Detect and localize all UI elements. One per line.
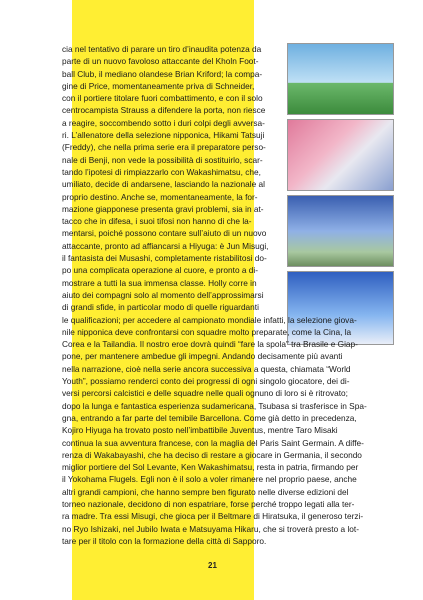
text-line: ri. L’allenatore della selezione nipponica, Hikami Tatsuji (62, 130, 265, 141)
text-line: centrocampista Strauss a difendere la porta, non riesce (62, 105, 266, 116)
text-line: tacco che in difesa, i suoi tifosi non hanno di che la- (62, 216, 252, 227)
text-line: gine di Price, momentaneamente priva di Schneider, (62, 80, 255, 91)
text-line: il fantasista dei Musashi, completamente ristabilitosi do- (62, 253, 267, 264)
text-line: Youth”, possiamo renderci conto dei progressi di ogni singolo giocatore, dei di- (62, 376, 350, 387)
text-line: dopo la lunga e fantastica esperienza sudamericana, Tsubasa si trasferisce in Spa- (62, 400, 367, 411)
text-line: proprio destino. Anche se, momentaneamente, la for- (62, 191, 258, 202)
text-line: le qualificazioni; per accedere al campionato mondiale infatti, la selezione giova- (62, 314, 357, 325)
text-line: aiuto dei compagni solo al momento dell’approssimarsi (62, 289, 264, 300)
text-line: il Yokohama Flugels. Egli non è il solo a voler rimanere nel proprio paese, anche (62, 474, 357, 485)
text-line: po una complicata operazione al cuore, e pronto a di- (62, 265, 259, 276)
text-line: umiliato, decide di andarsene, lasciando la nazionale al (62, 179, 265, 190)
text-line: nale di Benji, non vede la possibilità di sostituirlo, scar- (62, 154, 263, 165)
text-line: ra madre. Tra essi Misugi, che gioca per il Beltmare di Hiratsuka, il generoso terzi- (62, 511, 364, 522)
text-line: mazione giapponese presenta gravi problemi, sia in at- (62, 203, 264, 214)
text-line: continua la sua avventura francese, con la maglia del Paris Saint Germain. A diffe- (62, 437, 364, 448)
text-line: ball Club, il mediano olandese Brian Kriford; la compa- (62, 68, 263, 79)
text-line: mentarsi, poiché possono contare sull’aiuto di un nuovo (62, 228, 267, 239)
text-line: Kojiro Hiyuga ha trovato posto nell’imbattibile Juventus, mentre Taro Misaki (62, 425, 338, 436)
text-line: di grandi sfide, in particolar modo di quelle riguardanti (62, 302, 259, 313)
text-line: cia nel tentativo di parare un tiro d’inaudita potenza da (62, 44, 262, 54)
text-line: renza di Wakabayashi, che ha deciso di restare a giocare in Germania, il secondo (62, 449, 362, 460)
text-line: nile nipponica deve confrontarsi con squadre molto preparate, come la Cina, la (62, 326, 352, 337)
text-line: gna, entrando a far parte del temibile Barcellona. Come già detto in precedenza, (62, 412, 357, 423)
text-line: pone, per mantenere ambedue gli impegni. Andando decisamente più avanti (62, 351, 343, 362)
text-line: a reagire, soccombendo sotto i duri colpi degli avversa- (62, 117, 265, 128)
text-line: parte di un nuovo favoloso attaccante del Kholn Foot- (62, 56, 259, 67)
text-line: attaccante, pronto ad affiancarsi a Hiyuga: è Jun Misugi, (62, 240, 269, 251)
text-line: torneo nazionale, decidono di non espatriare, forse perché troppo legati alla ter- (62, 498, 355, 509)
text-line: con il portiere titolare fuori combattimento, e con il solo (62, 93, 263, 104)
text-line: altri grandi campioni, che hanno sempre ben figurato nelle diverse edizioni del (62, 486, 349, 497)
text-line: (Freddy), che nella prima serie era il preparatore perso- (62, 142, 266, 153)
text-line: tando l’ipotesi di rimpiazzarlo con Wakashimatsu, che, (62, 166, 261, 177)
text-line: mostrare a tutti la sua immensa classe. Holly corre in (62, 277, 257, 288)
text-line: tare per il titolo con la formazione della città di Sapporo. (62, 535, 267, 546)
article-body (62, 43, 392, 547)
text-line: versi percorsi calcistici e delle squadre nelle quali ognuno di loro si è ritrovato; (62, 388, 348, 399)
text-line: miglior portiere del Sol Levante, Ken Wakashimatsu, resta in patria, firmando per (62, 462, 359, 473)
text-line: Corea e la Tailandia. Il nostro eroe dovrà quindi “fare la spola” tra Brasile e Giap- (62, 339, 358, 350)
text-line: no Ryo Ishizaki, nel Jubilo Iwata e Matsuyama Hikaru, che si troverà presto a lot- (62, 523, 359, 534)
text-line: nella narrazione, cioè nella serie ancora successiva a questa, chiamata “World (62, 363, 351, 374)
page-number: 21 (208, 561, 217, 570)
